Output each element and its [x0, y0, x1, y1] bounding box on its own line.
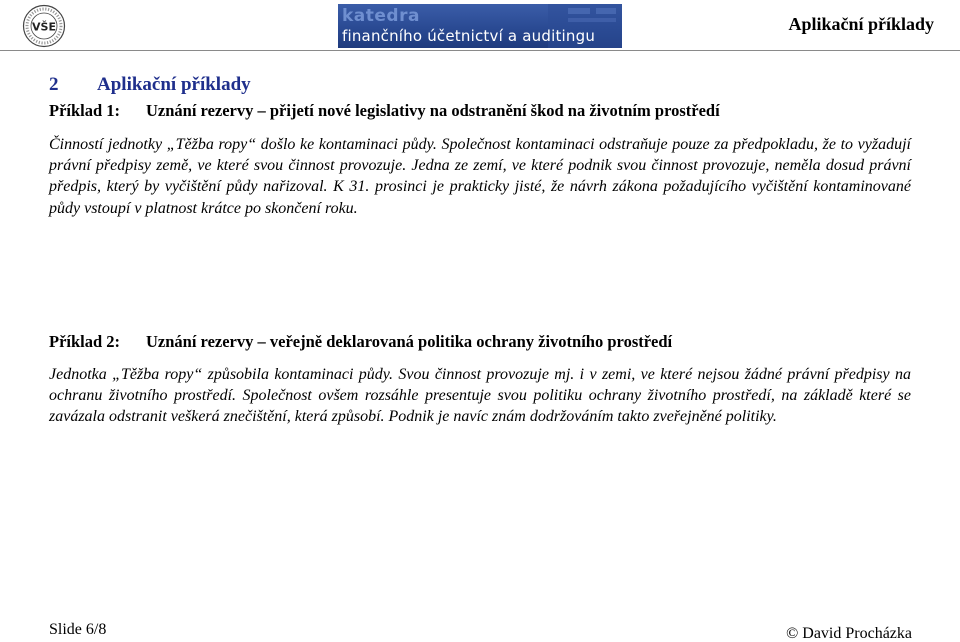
- header-title: Aplikační příklady: [788, 14, 934, 34]
- example-2-text: Jednotka „Těžba ropy“ způsobila kontaminaci půdy. Svou činnost provozuje mj. i v zemi, ve které nejsou žádné právní předpisy na ochranu životního prostředí. Společnost ovšem rozsáhle presentuje svou politiku ochrany životního prostředí, na základě které se zavázala odstranit veškerá znečištění, která způsobí. Podnik je navíc znám dodržováním takto zveřejněné politiky.: [49, 365, 911, 426]
- section-title: Aplikační příklady: [97, 74, 251, 95]
- vse-logo: [22, 4, 66, 48]
- department-banner: [338, 4, 622, 48]
- slide-number: Slide 6/8: [49, 621, 107, 638]
- example-1-label: Příklad 1:: [49, 101, 121, 120]
- section-heading: [49, 71, 911, 99]
- banner-line1: katedra: [342, 6, 420, 26]
- page-header: [0, 0, 960, 50]
- example-2-label: Příklad 2:: [49, 331, 121, 351]
- example-2-heading: [49, 332, 911, 352]
- logo-text: VŠE: [32, 20, 56, 34]
- header-divider: [0, 50, 960, 51]
- example-1-heading: [49, 101, 911, 121]
- example-1-text: Činností jednotky „Těžba ropy“ došlo ke kontaminaci půdy. Společnost kontaminaci odstraňuje pouze za předpokladu, že to vyžadují právní předpisy země, ve které svou činnost provozuje. Jedna ze zemí, ve které podnik svou činnost provozuje, neměla dosud právní předpis, který by vyčištění půdy nařizoval. K 31. prosinci je prakticky jisté, že návrh zákona požadujícího vyčištění kontaminované půdy vstoupí v platnost krátce po skončení roku.: [49, 136, 911, 217]
- slide-content: [49, 71, 911, 427]
- banner-line2: finančního účetnictví a auditingu: [342, 27, 596, 45]
- copyright: © David Procházka: [786, 625, 912, 642]
- section-number: 2: [49, 74, 59, 95]
- example-2-title: Uznání rezervy – veřejně deklarovaná politika ochrany životního prostředí: [146, 331, 673, 351]
- example-1-title: Uznání rezervy – přijetí nové legislativy na odstranění škod na životním prostředí: [146, 101, 720, 120]
